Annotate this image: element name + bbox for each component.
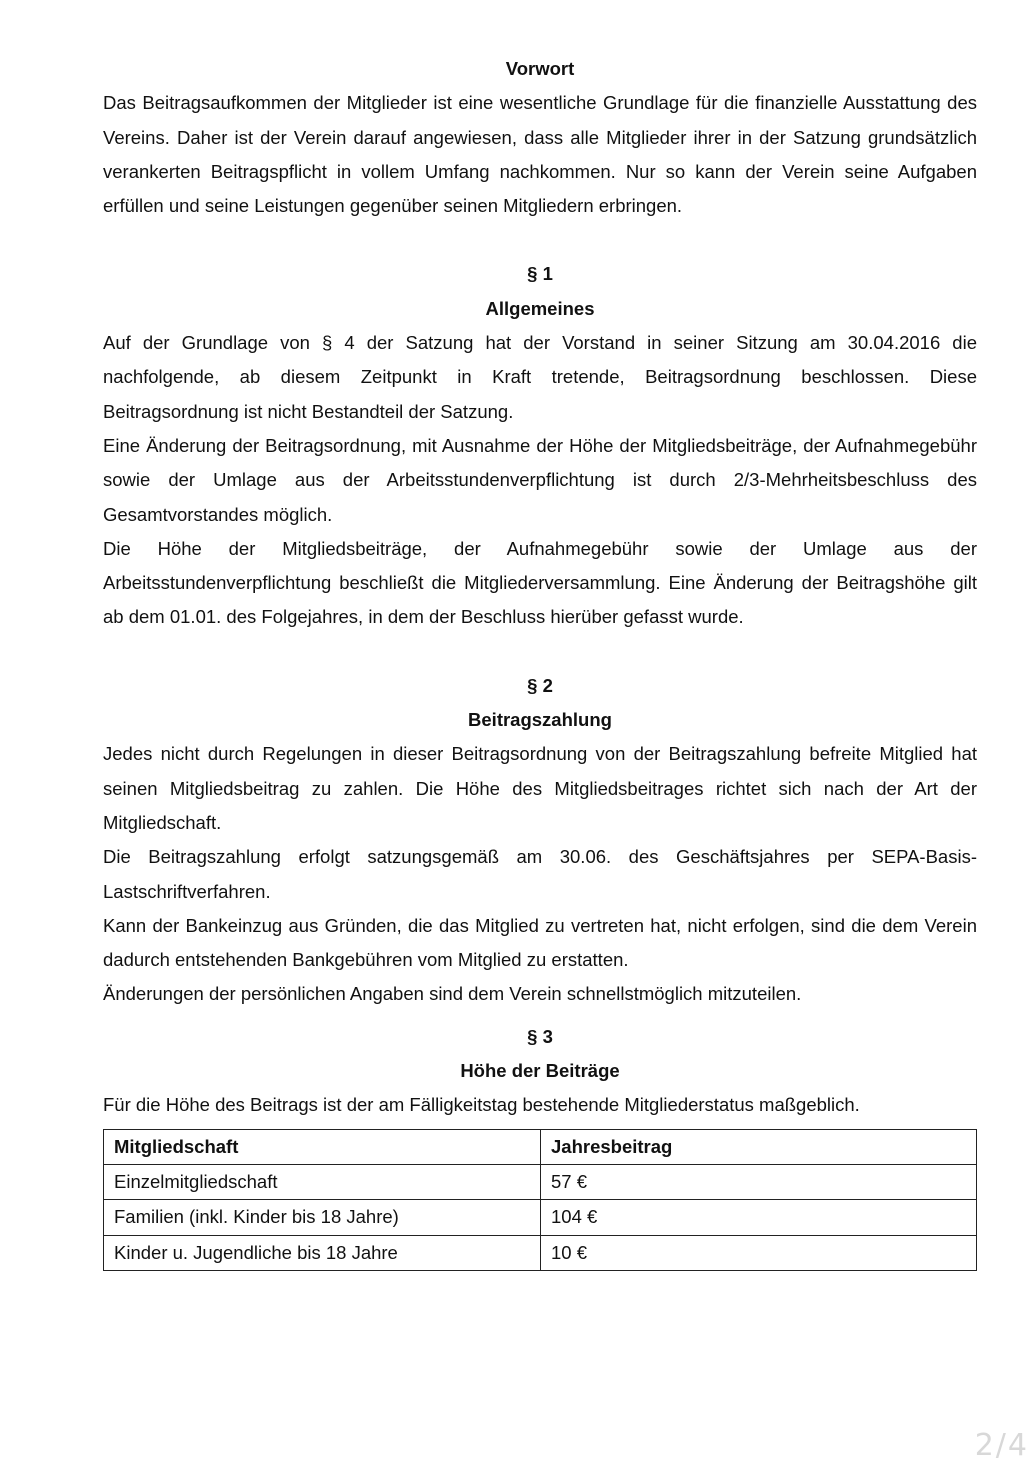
section-paragraph: Die Beitragszahlung erfolgt satzungsgemäß am 30.06. des Geschäftsjahres per SEPA-Basis-Lastschriftverfahren. — [103, 846, 977, 902]
fee-table — [103, 1129, 977, 1271]
section-title: Höhe der Beiträge — [460, 1060, 620, 1082]
table-row — [104, 1164, 977, 1199]
section-paragraph: Änderungen der persönlichen Angaben sind dem Verein schnellstmöglich mitzuteilen. — [103, 983, 802, 1005]
foreword-text: Das Beitragsaufkommen der Mitglieder ist eine wesentliche Grundlage für die finanzielle Ausstattung des Vereins. Daher ist der Verein darauf angewiesen, dass alle Mitglieder ihrer in der Satzung grundsätzlich verankerten Beitragspflicht in vollem Umfang nachkommen. Nur so kann der Verein seine Aufgaben erfüllen und seine Leistungen gegenüber seinen Mitgliedern erbringen. — [103, 92, 977, 217]
table-cell: 10 € — [541, 1235, 977, 1270]
table-cell: Einzelmitgliedschaft — [104, 1164, 541, 1199]
section-3 — [103, 1020, 977, 1271]
section-paragraph: Jedes nicht durch Regelungen in dieser Beitragsordnung von der Beitragszahlung befreite Mitglied hat seinen Mitgliedsbeitrag zu zahlen. Die Höhe des Mitgliedsbeitrages richtet sich nach der Art der Mitgliedschaft. — [103, 743, 977, 833]
section-paragraph: Auf der Grundlage von § 4 der Satzung hat der Vorstand in seiner Sitzung am 30.04.2016 die nachfolgende, ab diesem Zeitpunkt in Kraft tretende, Beitragsordnung beschlossen. Diese Beitragsordnung ist nicht Bestandteil der Satzung. — [103, 332, 977, 422]
section-paragraph: Kann der Bankeinzug aus Gründen, die das Mitglied zu vertreten hat, nicht erfolgen, sind die dem Verein dadurch entstehenden Bankgebühren vom Mitglied zu erstatten. — [103, 914, 977, 971]
section-2 — [103, 669, 977, 1012]
table-cell: 104 € — [541, 1200, 977, 1235]
table-cell: Kinder u. Jugendliche bis 18 Jahre — [104, 1235, 541, 1270]
table-header-row — [104, 1129, 977, 1164]
foreword-title: Vorwort — [505, 58, 575, 79]
section-number: § 1 — [527, 263, 553, 285]
table-cell: Familien (inkl. Kinder bis 18 Jahre) — [104, 1200, 541, 1235]
section-title: Allgemeines — [485, 297, 595, 319]
section-paragraph: Eine Änderung der Beitragsordnung, mit Ausnahme der Höhe der Mitgliedsbeiträge, der Aufnahmegebühr sowie der Umlage aus der Arbeitsstundenverpflichtung ist durch 2/3-Mehrheitsbeschluss des Gesamtvorstandes möglich. — [103, 434, 977, 525]
section-1 — [103, 257, 977, 634]
section-paragraph: Für die Höhe des Beitrags ist der am Fälligkeitstag bestehende Mitgliederstatus maßgeblich. — [103, 1094, 860, 1116]
section-number: § 3 — [527, 1025, 553, 1047]
table-row — [104, 1200, 977, 1235]
table-row — [104, 1235, 977, 1270]
table-header-cell: Mitgliedschaft — [104, 1129, 541, 1164]
section-paragraph: Die Höhe der Mitgliedsbeiträge, der Aufnahmegebühr sowie der Umlage aus der Arbeitsstundenverpflichtung beschließt die Mitgliederversammlung. Eine Änderung der Beitragshöhe gilt ab dem 01.01. des Folgejahres, in dem der Beschluss hierüber gefasst wurde. — [103, 537, 977, 628]
document-page — [103, 52, 977, 1271]
page-indicator: 2/4 — [974, 1428, 1029, 1463]
section-title: Beitragszahlung — [468, 709, 612, 731]
table-header-cell: Jahresbeitrag — [541, 1129, 977, 1164]
table-cell: 57 € — [541, 1164, 977, 1199]
section-number: § 2 — [527, 674, 553, 696]
